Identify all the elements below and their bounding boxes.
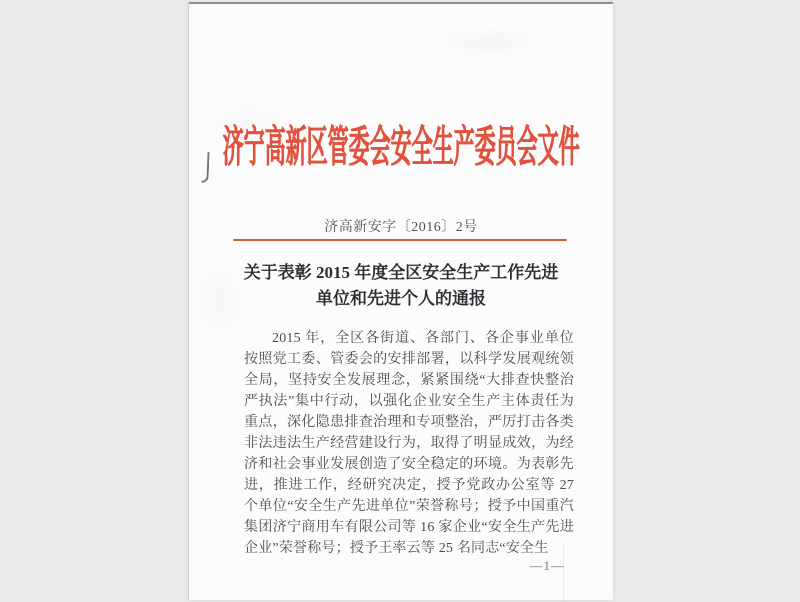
page-number: —1—	[529, 558, 565, 573]
header-divider	[233, 239, 567, 241]
scan-edge-line	[189, 2, 613, 4]
document-title	[209, 260, 593, 312]
document-number: 济高新安字〔2016〕2号	[324, 220, 478, 235]
document-header	[189, 123, 613, 171]
document-page	[188, 2, 613, 600]
document-title-line1: 关于表彰 2015 年度全区安全生产工作先进	[243, 263, 559, 282]
document-title-line2: 单位和先进个人的通报	[316, 289, 486, 308]
body-paragraph: 2015 年，全区各街道、各部门、各企事业单位按照党工委、管委会的安排部署，以科学发展观统领全局，坚持安全发展理念，紧紧围绕“大排查快整治严执法”集中行动，以强化企业安全生产主体责任为重点，深化隐患排查治理和专项整治，严厉打击各类非法违法生产经营建设行为，取得了明显成效，为经济和社会事业发展创造了安全稳定的环境。为表彰先进，推进工作，经研究决定，授予党政办公室等 27 个单位“安全生产先进单位”荣誉称号；授予中国重汽集团济宁商用车有限公司等 16 家企业“安全生产先进企业”荣誉称号；授予王率云等 25 名同志“安全生	[244, 331, 574, 556]
document-header-title: 济宁高新区管委会安全生产委员会文件	[222, 122, 580, 172]
